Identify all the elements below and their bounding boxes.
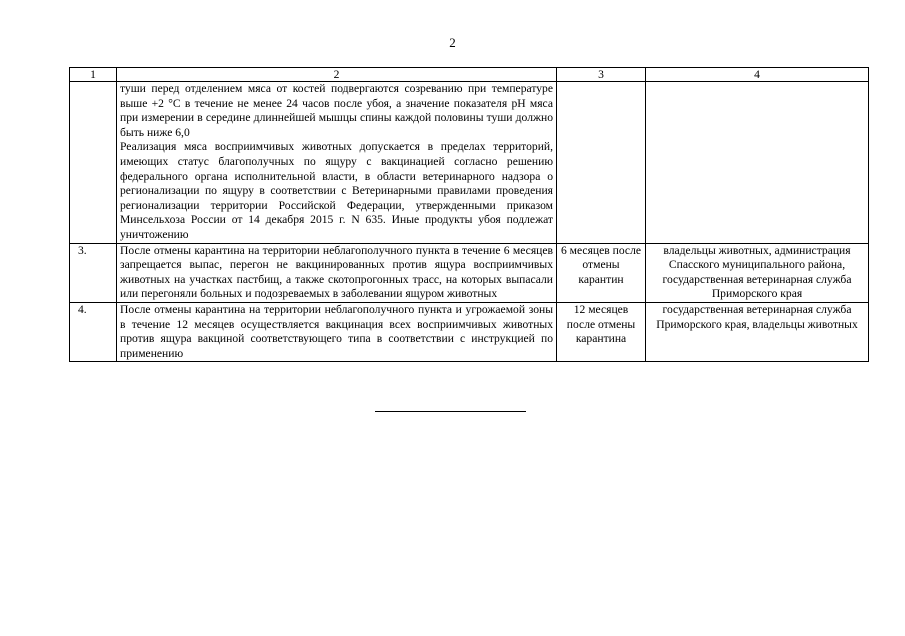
- column-header: 3: [557, 68, 646, 82]
- page-number: 2: [449, 35, 456, 50]
- measure-text: [117, 82, 557, 244]
- measures-table: [69, 67, 869, 362]
- table-row: [70, 302, 869, 361]
- column-header: 1: [70, 68, 117, 82]
- term-cell: [557, 82, 646, 244]
- row-number: [70, 82, 117, 244]
- column-header: 4: [646, 68, 869, 82]
- responsible-cell: государственная ветеринарная служба Приморского края, владельцы животных: [646, 302, 869, 361]
- end-separator-line: [375, 411, 526, 412]
- column-header: 2: [117, 68, 557, 82]
- row-number: 4.: [70, 302, 117, 361]
- measure-paragraph: Реализация мяса восприимчивых животных допускается в пределах территорий, имеющих статус благополучных по ящуру с вакцинацией согласно решению федерального органа исполнительной власти, в области ветеринарного надзора о регионализации по ящуру в соответствии с Ветеринарными правилами проведения регионализации территории Российской Федерации, утвержденными приказом Минсельхоза России от 14 декабря 2015 г. N 635. Иные продукты убоя подлежат уничтожению: [120, 140, 553, 241]
- table-row: [70, 82, 869, 244]
- table-row: [70, 243, 869, 302]
- measure-text: [117, 243, 557, 302]
- responsible-cell: [646, 82, 869, 244]
- measure-paragraph: После отмены карантина на территории неблагополучного пункта в течение 6 месяцев запрещается выпас, перегон не вакцинированных против ящура восприимчивых животных на участках пастбищ, а также скотопрогонных трасс, на которых выпасали или перегоняли больных и подозреваемых в заболевании ящуром животных: [120, 243, 553, 301]
- table-header-row: [70, 68, 869, 82]
- term-cell: 6 месяцев после отмены карантин: [557, 243, 646, 302]
- responsible-cell: владельцы животных, администрация Спасского муниципального района, государственная ветеринарная служба Приморского края: [646, 243, 869, 302]
- row-number: 3.: [70, 243, 117, 302]
- measure-paragraph: После отмены карантина на территории неблагополучного пункта и угрожаемой зоны в течение 12 месяцев осуществляется вакцинация всех восприимчивых животных против ящура вакциной соответствующего типа в соответствии с инструкцией по применению: [120, 302, 553, 360]
- measure-paragraph: туши перед отделением мяса от костей подвергаются созреванию при температуре выше +2 °С в течение не менее 24 часов после убоя, а значение показателя pH мяса при измерении в середине длиннейшей мышцы спины каждой половины туши должно быть ниже 6,0: [120, 82, 553, 139]
- measure-text: [117, 302, 557, 361]
- term-cell: 12 месяцев после отмены карантина: [557, 302, 646, 361]
